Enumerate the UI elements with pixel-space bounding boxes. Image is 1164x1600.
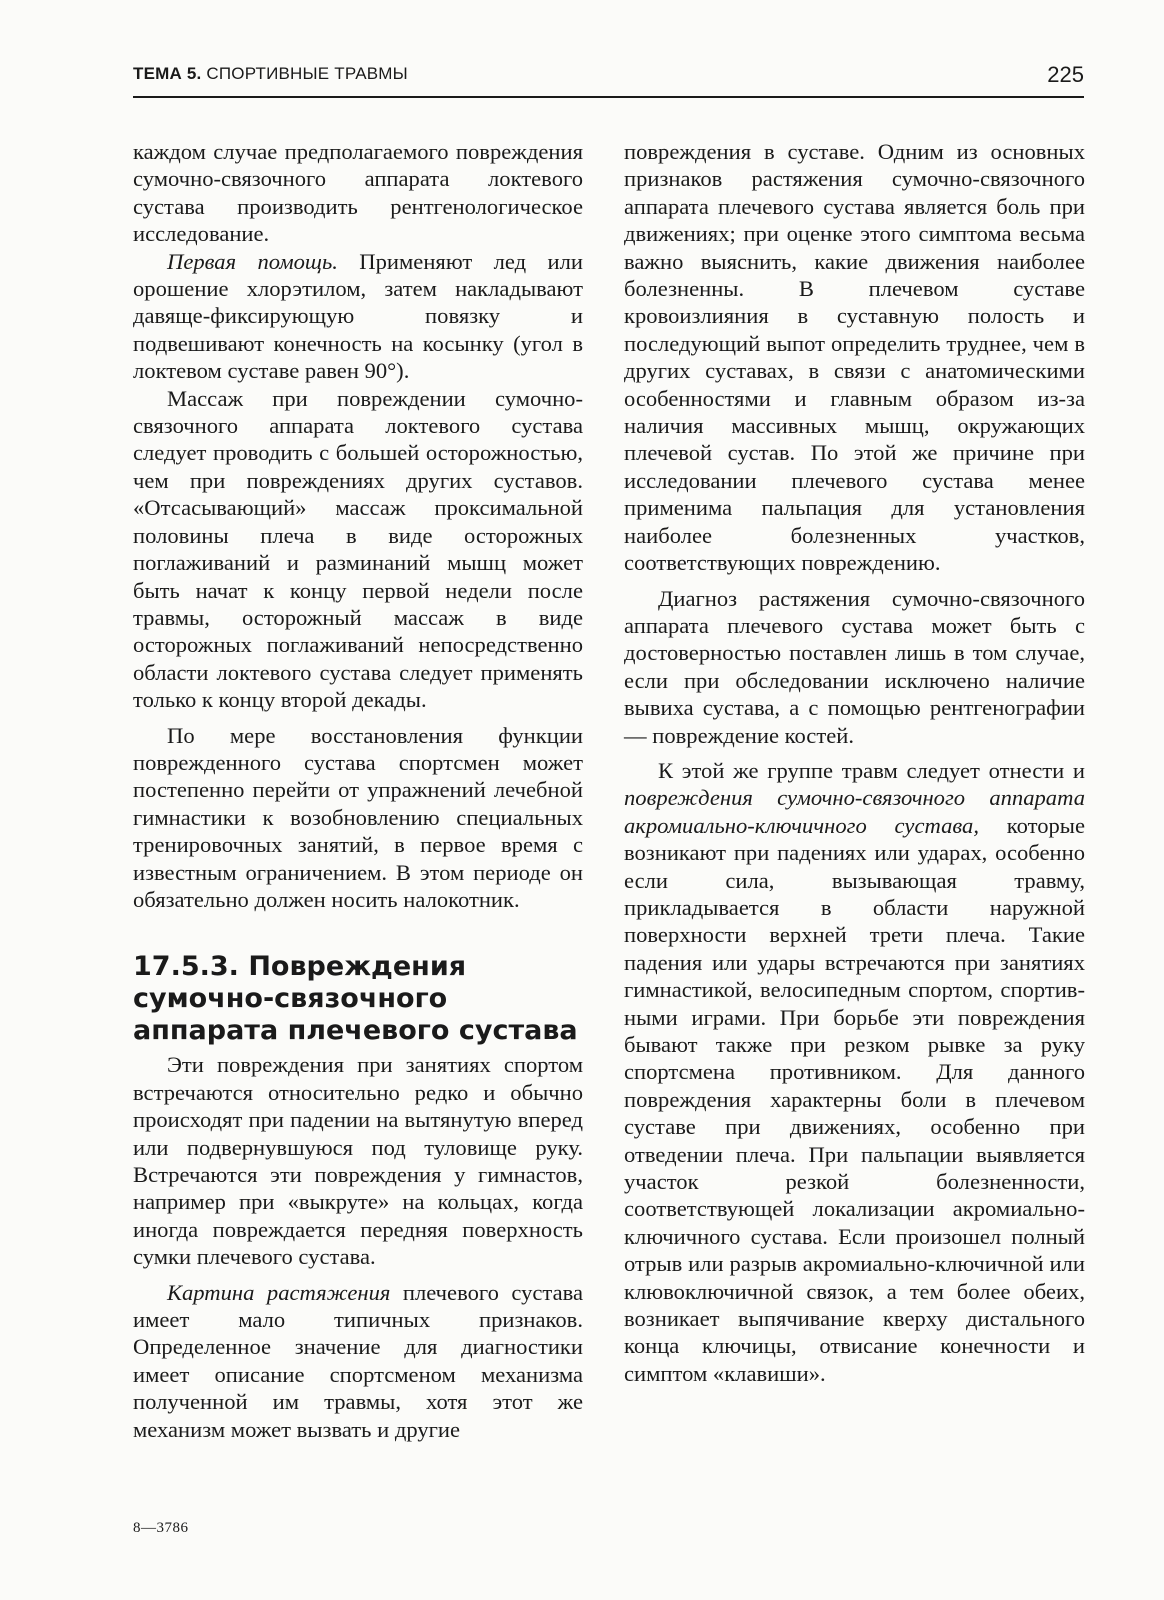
left-column [133, 138, 583, 1443]
paragraph-shoulder-intro: Эти повреждения при занятиях спортом встречаются относительно редко и обычно происходят при падении на вытянутую вперед или подвернувшуюся под туловище руку. Встречаются эти повреждения у гимнастов, например при «выкруте» на кольцах, когда иногда повреждается передняя поверхность сумки плечевого сустава. [133, 1052, 583, 1270]
printer-signature: 8—3786 [133, 1520, 189, 1536]
running-head-title [133, 64, 408, 84]
ac-text-start: К этой же группе травм следует отнести и [658, 757, 1085, 783]
paragraph-diagnosis: Диагноз растяжения сумочно-связочного аппарата плечевого сустава может быть с достоверностью поставлен лишь в том случае, если при обследовании исключено наличие вывиха сустава, а с помощью рентгенографии — повреждение костей. [624, 585, 1085, 748]
page-number: 225 [1047, 62, 1084, 87]
topic-label: ТЕМА 5. [133, 64, 202, 83]
paragraph-continued: повреждения в суставе. Одним из основных признаков растяжения сумочно-связочного аппарата плечевого сустава является боль при движениях; при оценке этого симптома весьма важно выяснить, какие движения наиболее болезненны. В плечевом суставе кровоизлияния в суставную полость и последующий выпот определить труднее, чем в других суставах, в связи с анатомическими особенностями и главным образом из-за наличия массивных мышц, окружающих плечевой сустав. По этой же причине при исследовании плечевого сустава менее применима пальпация для установления наиболее болезненных участков, соответствующих повреждению. [624, 139, 1085, 576]
first-aid-text: Применяют лед или орошение хлорэтилом, затем накладывают давяще-фиксирующую повязку и подвешивают конечность на косынку (угол в локтевом суставе равен 90°). [133, 248, 583, 384]
paragraph-sprain-picture [133, 1279, 583, 1443]
paragraph-acromioclavicular [624, 757, 1085, 1387]
ac-text-rest: которые возникают при падениях или ударах, особенно если сила, вызывающая травму, прикладывается в области наружной поверхности верхней трети плеча. Такие падения или удары встречаются при занятиях гимнастикой, велосипедным спортом, спортивными играми. При борьбе эти повреждения бывают также при резком рывке за руку спортсмена противником. Для данного повреждения характерны боли в плечевом суставе при движениях, особенно при отведении плеча. При пальпации выявляется участок резкой болезненности, соответствующей локализации акромиально-ключичного сустава. Если произошел полный отрыв или разрыв акромиально-ключичной или клювоключичной связок, а тем более обеих, возникает выпячивание кверху дистального конца ключицы, отвисание конечности и симптом «клавиши». [624, 812, 1085, 1386]
ac-italic-term: повреждения сумочно-связочного аппарата акромиально-ключичного сустава, [624, 785, 1085, 838]
topic-title: СПОРТИВНЫЕ ТРАВМЫ [206, 64, 408, 83]
paragraph-massage: Массаж при повреждении сумочно-связочного аппарата локтевого сустава следует проводить с большей осторожностью, чем при повреждениях других суставов. «Отсасывающий» массаж проксимальной половины плеча в виде осторожных поглаживаний и разминаний мышц может быть начат к концу первой недели после травмы, осторожный массаж в виде осторожных поглаживаний непосредственно области локтевого сустава следует применять только к концу второй декады. [133, 385, 583, 713]
paragraph-recovery: По мере восстановления функции поврежденного сустава спортсмен может постепенно перейти от упражнений лечебной гимнастики к возобновлению специальных тренировочных занятий, в первое время с известным ограничением. В этом периоде он обязательно должен носить налокотник. [133, 722, 583, 912]
right-column [624, 138, 1085, 1387]
section-heading: 17.5.3. Повреждения сумочно-связочного аппарата плечевого сустава [133, 951, 578, 1047]
first-aid-lead: Первая помощь. [167, 248, 338, 274]
paragraph-first-aid [133, 248, 583, 385]
running-header [133, 62, 1084, 98]
sprain-picture-text: плечевого сустава имеет мало типичных признаков. Определенное значение для диагностики имеет описание спортсменом механизма полученной им травмы, хотя этот же механизм может вызвать и другие [133, 1279, 583, 1442]
paragraph: каждом случае предполагаемого повреждения сумочно-связочного аппарата локтевого сустава производить рентгенологическое исследование. [133, 139, 583, 247]
sprain-picture-lead: Картина растяжения [167, 1279, 391, 1305]
